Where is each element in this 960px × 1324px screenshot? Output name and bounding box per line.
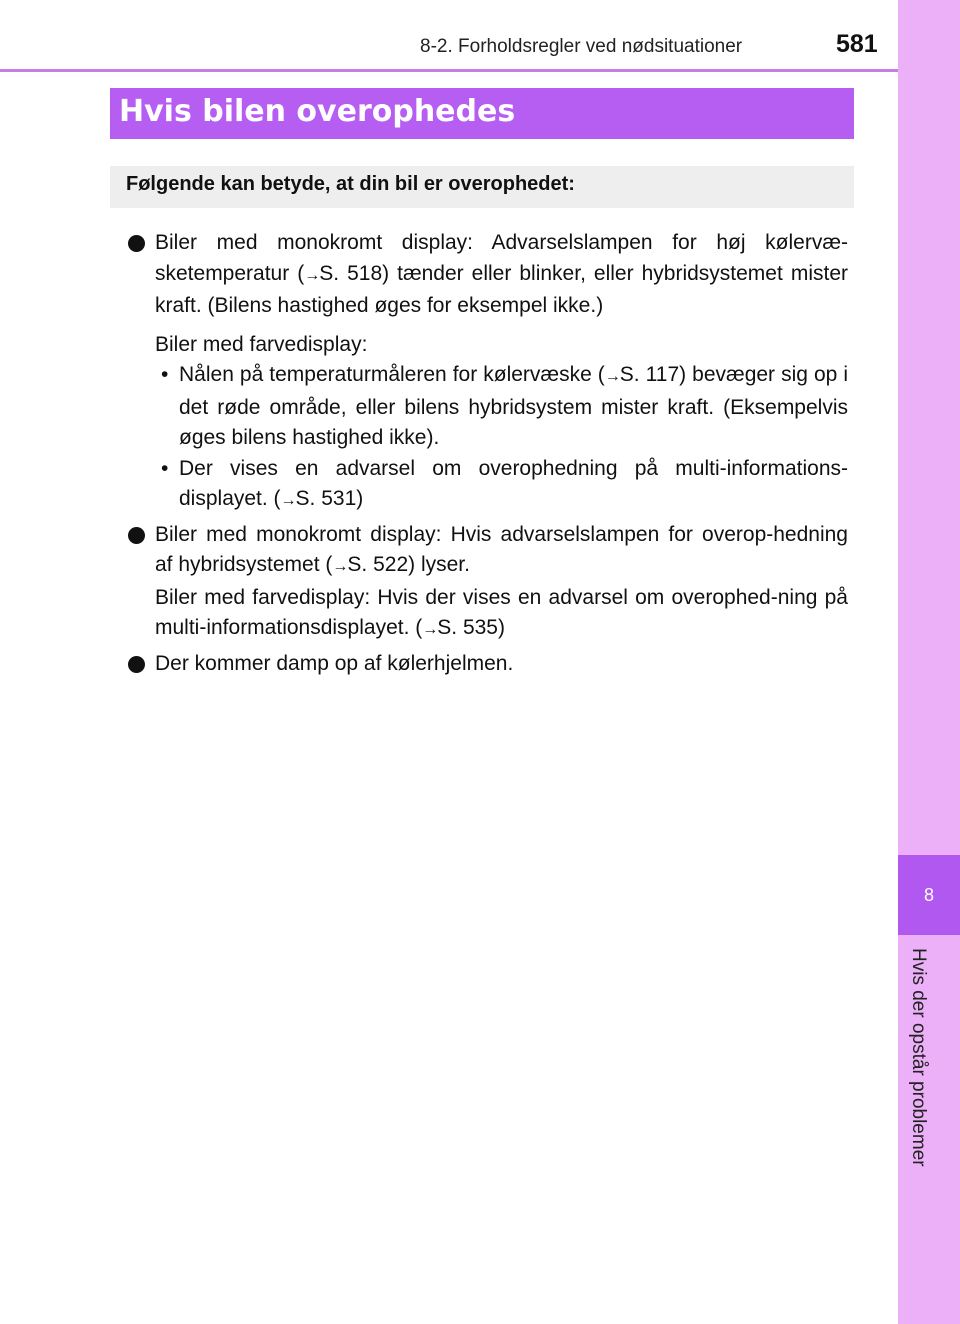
sub-text <box>179 454 848 517</box>
header-divider <box>0 69 898 72</box>
text-span: Biler med monokromt display: Hvis advarselslampen for overop-hedning af hybridsystemet ( <box>155 522 848 576</box>
content-body <box>127 228 848 679</box>
arrow-icon: → <box>304 266 320 284</box>
section-subheader: Følgende kan betyde, at din bil er overophedet: <box>110 166 854 208</box>
chapter-number: 8 <box>923 884 934 905</box>
list-item <box>127 649 848 680</box>
text-span: Biler med farvedisplay: Hvis der vises en advarsel om overophed-ning på multi-informationsdisplayet. ( <box>155 585 848 639</box>
text-span: S. 117) bevæger sig op i det røde område, eller bilens hybridsystem mister kraft. (Eksempelvis øges bilens hastighed ikke). <box>179 363 848 449</box>
sub-bullet-dot: • <box>161 456 169 480</box>
paragraph <box>155 228 848 322</box>
sub-list-item <box>155 454 848 517</box>
text-span: Der vises en advarsel om overophedning på multi-informations-displayet. ( <box>179 456 848 510</box>
sub-list-item <box>155 360 848 454</box>
text-span: S. 518) tænder eller blinker, eller hybridsystemet mister kraft. (Bilens hastighed øges for eksempel ikke.) <box>155 261 848 317</box>
arrow-icon: → <box>332 558 348 575</box>
chapter-tab <box>898 855 960 935</box>
page-title: Hvis bilen overophedes <box>110 88 854 139</box>
arrow-icon: → <box>604 368 620 385</box>
chapter-title: Hvis der opstår problemer <box>908 948 929 1167</box>
arrow-icon: → <box>280 492 296 509</box>
paragraph <box>155 583 848 646</box>
text-span: S. 535) <box>437 616 505 639</box>
arrow-icon: → <box>422 621 438 638</box>
sub-text <box>179 360 848 454</box>
text-span: Nålen på temperaturmåleren for kølervæske ( <box>179 363 605 386</box>
bullet-dot <box>128 656 145 673</box>
paragraph <box>155 520 848 583</box>
sub-bullet-dot: • <box>161 363 169 386</box>
paragraph: Biler med farvedisplay: <box>155 332 368 356</box>
page-number: 581 <box>836 30 878 58</box>
list-item <box>127 228 848 517</box>
section-title: 8-2. Forholdsregler ved nødsituationer <box>420 36 743 57</box>
bullet-dot <box>128 235 145 252</box>
text-span: S. 531) <box>295 487 364 510</box>
list-item <box>127 520 848 646</box>
bullet-dot <box>128 527 145 544</box>
paragraph: Der kommer damp op af kølerhjelmen. <box>155 651 514 675</box>
text-span: S. 522) lyser. <box>347 553 470 576</box>
text-span: Biler med monokromt display: Advarselslampen for høj kølervæ-sketemperatur ( <box>155 231 848 285</box>
